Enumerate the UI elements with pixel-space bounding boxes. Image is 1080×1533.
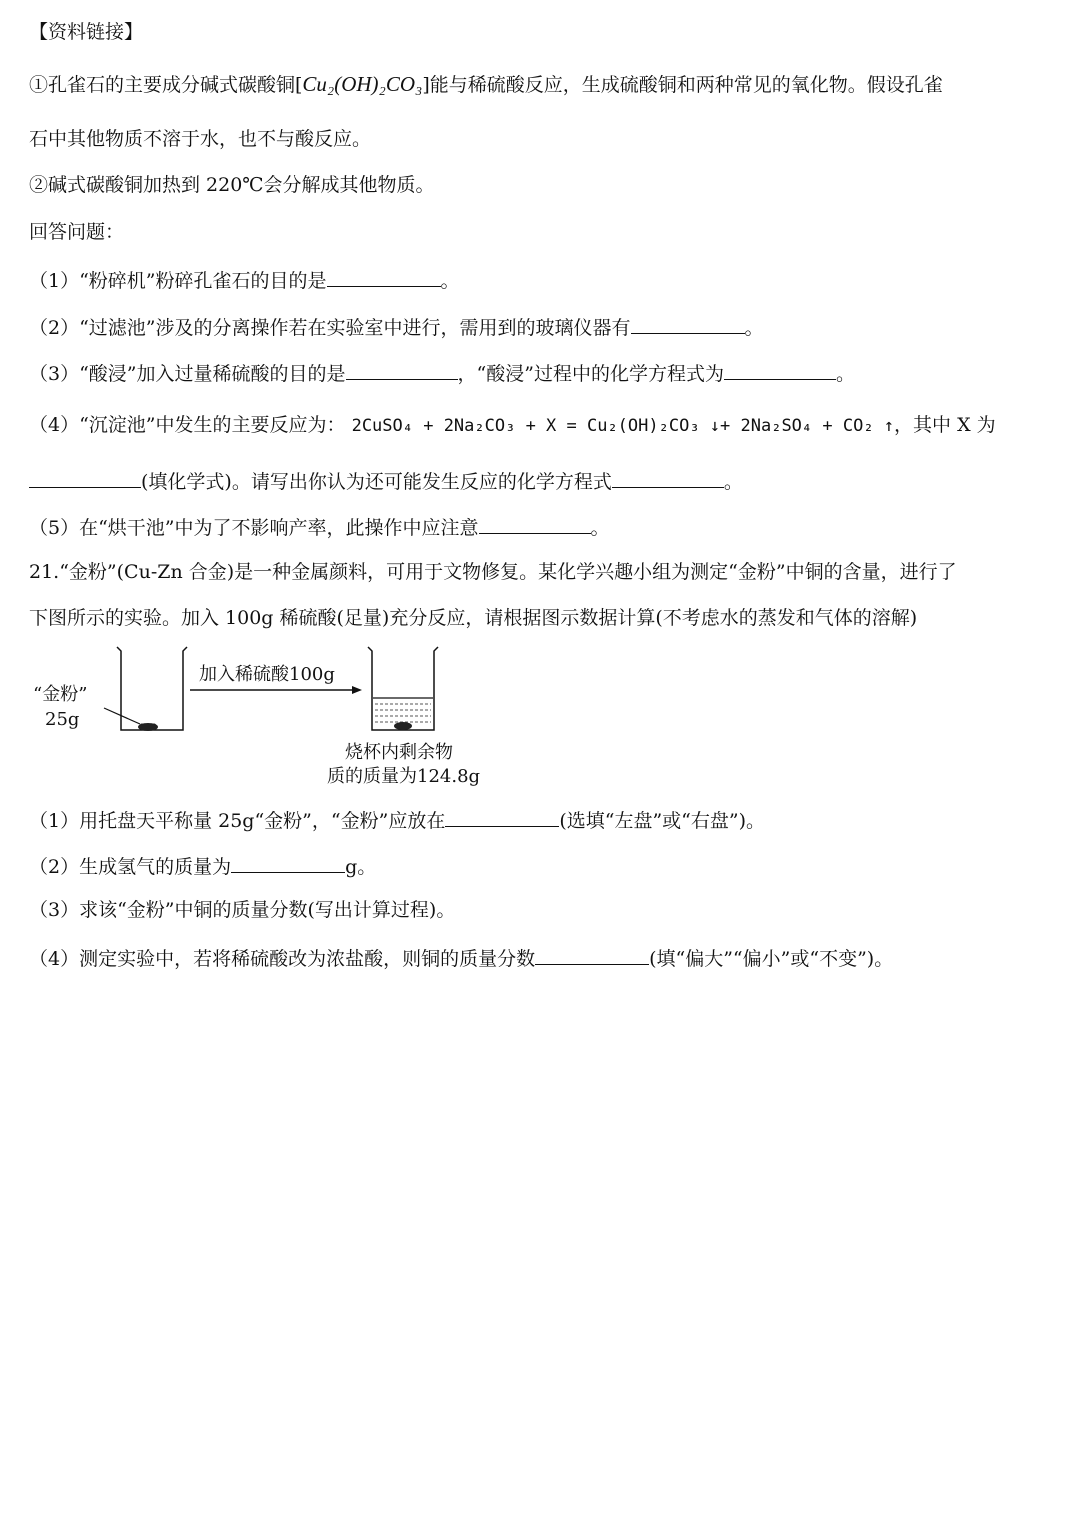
experiment-diagram bbox=[0, 640, 500, 740]
problem-21-line-2: 下图所示的实验。加入 100g 稀硫酸(足量)充分反应，请根据图示数据计算(不考虑水的蒸发和气体的溶解) bbox=[29, 607, 918, 629]
sub-question-1-end: (选填“左盘”或“右盘”)。 bbox=[559, 810, 766, 832]
answer-blank-q4a[interactable] bbox=[29, 467, 141, 488]
question-1-end: 。 bbox=[440, 270, 460, 292]
question-4-end: 。 bbox=[723, 471, 743, 493]
question-3-text-a: （3）“酸浸”加入过量稀硫酸的目的是 bbox=[29, 363, 346, 385]
answer-blank-q3a[interactable] bbox=[346, 359, 458, 380]
answer-blank-s4[interactable] bbox=[535, 944, 649, 965]
result-label-1: 烧杯内剩余物 bbox=[345, 742, 453, 763]
sub-question-1 bbox=[29, 806, 765, 833]
question-3-text-b: ，“酸浸”过程中的化学方程式为 bbox=[457, 363, 724, 385]
question-3 bbox=[29, 359, 855, 386]
answer-blank-s1[interactable] bbox=[445, 806, 559, 827]
malachite-formula: Cu₂(OH)₂CO₃ bbox=[302, 72, 423, 96]
question-2 bbox=[29, 313, 764, 340]
sub-question-2-text: （2）生成氢气的质量为 bbox=[29, 856, 232, 878]
question-3-end: 。 bbox=[835, 363, 855, 385]
question-4-text-a: （4）“沉淀池”中发生的主要反应为： bbox=[29, 414, 346, 436]
question-2-text: （2）“过滤池”涉及的分离操作若在实验室中进行，需用到的玻璃仪器有 bbox=[29, 317, 631, 339]
info-item-1 bbox=[29, 72, 943, 97]
question-5 bbox=[29, 513, 610, 540]
sub-question-2-end: g。 bbox=[345, 856, 377, 878]
arrow-right-icon bbox=[190, 686, 362, 694]
sub-question-4 bbox=[29, 944, 893, 971]
sub-question-1-text: （1）用托盘天平称量 25g“金粉”，“金粉”应放在 bbox=[29, 810, 446, 832]
sub-question-2 bbox=[29, 852, 376, 879]
answer-blank-q4b[interactable] bbox=[612, 467, 724, 488]
info-item-1-cont: 石中其他物质不溶于水，也不与酸反应。 bbox=[29, 128, 372, 150]
answer-blank-q3b[interactable] bbox=[724, 359, 836, 380]
sub-question-3: （3）求该“金粉”中铜的质量分数(写出计算过程)。 bbox=[29, 899, 456, 921]
answer-blank-q1[interactable] bbox=[327, 266, 441, 287]
beaker-after-icon bbox=[368, 647, 438, 730]
question-5-end: 。 bbox=[590, 517, 610, 539]
gold-powder-mass: 25g bbox=[45, 709, 80, 730]
arrow-label: 加入稀硫酸100g bbox=[199, 664, 335, 685]
info-item-1-text-a: ①孔雀石的主要成分碱式碳酸铜[ bbox=[29, 74, 303, 96]
problem-21-line-1: 21.“金粉”(Cu-Zn 合金)是一种金属颜料，可用于文物修复。某化学兴趣小组为测定“金粉”中铜的含量，进行了 bbox=[29, 561, 957, 583]
reaction-equation: 2CuSO₄ + 2Na₂CO₃ + X = Cu₂(OH)₂CO₃ ↓+ 2Na₂SO₄ + CO₂ ↑ bbox=[351, 416, 895, 436]
info-item-1-text-b: ]能与稀硫酸反应，生成硫酸铜和两种常见的氧化物。假设孔雀 bbox=[422, 74, 943, 96]
question-1 bbox=[29, 266, 460, 293]
beaker-before-icon bbox=[104, 647, 187, 731]
section-title: 【资料链接】 bbox=[29, 21, 144, 43]
question-1-text: （1）“粉碎机”粉碎孔雀石的目的是 bbox=[29, 270, 327, 292]
answer-blank-q5[interactable] bbox=[479, 513, 591, 534]
answer-blank-q2[interactable] bbox=[631, 313, 745, 334]
question-4-cont bbox=[29, 467, 743, 494]
answer-blank-s2[interactable] bbox=[231, 852, 345, 873]
question-4-text-c: (填化学式)。请写出你认为还可能发生反应的化学方程式 bbox=[141, 471, 612, 493]
answer-label: 回答问题： bbox=[29, 221, 125, 243]
gold-powder-label: “金粉” bbox=[33, 684, 88, 705]
question-5-text: （5）在“烘干池”中为了不影响产率，此操作中应注意 bbox=[29, 517, 479, 539]
sub-question-4-end: (填“偏大”“偏小”或“不变”)。 bbox=[649, 948, 894, 970]
question-4 bbox=[29, 413, 996, 438]
question-4-text-b: ，其中 X 为 bbox=[894, 414, 996, 436]
question-2-end: 。 bbox=[744, 317, 764, 339]
sub-question-4-text: （4）测定实验中，若将稀硫酸改为浓盐酸，则铜的质量分数 bbox=[29, 948, 536, 970]
info-item-2: ②碱式碳酸铜加热到 220℃会分解成其他物质。 bbox=[29, 174, 435, 196]
result-label-2: 质的质量为124.8g bbox=[327, 766, 481, 787]
